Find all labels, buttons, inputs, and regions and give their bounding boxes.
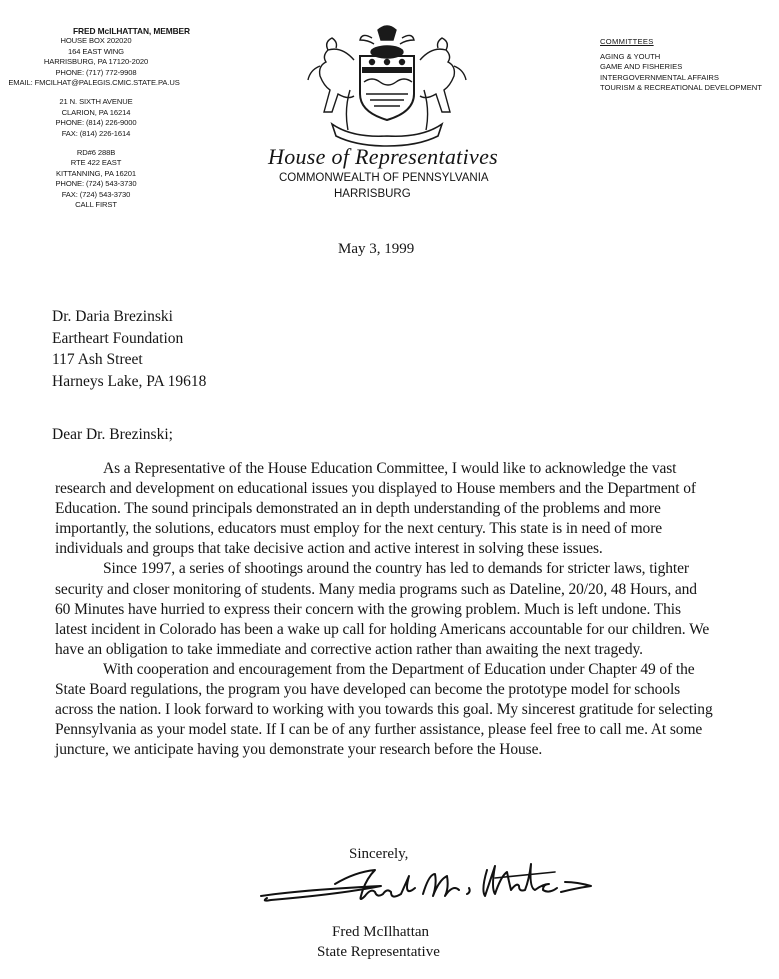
phone-line: PHONE: (717) 772-9908 bbox=[55, 67, 137, 77]
address-line: KITTANNING, PA 16201 bbox=[55, 168, 136, 178]
email-line: EMAIL: FMCILHAT@PALEGIS.CMIC.STATE.PA.US bbox=[8, 78, 180, 88]
committee-item: INTERGOVERNMENTAL AFFAIRS bbox=[600, 72, 719, 82]
city-line: HARRISBURG bbox=[334, 188, 411, 200]
kittanning-office-address bbox=[6, 148, 186, 210]
body-paragraph: As a Representative of the House Education Committee, I would like to acknowledge the vast research and development on educational issues you displayed to House members and the Department of Education. The sound principals demonstrated an in depth understanding of the problems and more importantly, the solutions, educators must employ for the next century. This state is in need of more individuals and groups that take decisive action and active interest in solving these issues. bbox=[55, 460, 696, 558]
recipient-street: 117 Ash Street bbox=[52, 351, 143, 368]
phone-line: PHONE: (724) 543-3730 bbox=[55, 179, 137, 189]
signer-title: State Representative bbox=[317, 944, 440, 960]
fax-line: FAX: (814) 226-1614 bbox=[61, 128, 131, 138]
sender-contact-block bbox=[6, 26, 190, 211]
committees-title: COMMITTEES bbox=[600, 37, 654, 46]
fax-line: FAX: (724) 543-3730 bbox=[61, 189, 131, 199]
salutation: Dear Dr. Brezinski; bbox=[52, 426, 173, 443]
signer-name: Fred McIlhattan bbox=[332, 924, 430, 940]
pennsylvania-coat-of-arms-icon bbox=[292, 20, 482, 150]
phone-line: PHONE: (814) 226-9000 bbox=[55, 118, 137, 128]
recipient-city: Harneys Lake, PA 19618 bbox=[52, 372, 207, 390]
letter-body bbox=[55, 459, 715, 760]
body-paragraph: Since 1997, a series of shootings around the country has led to demands for stricter laws, tighter security and closer monitoring of students. Many media programs such as Dateline, 20/20, 48 Hours, and 60 Minutes have hurried to express their concern with the growing problem. Much is left undone. This latest incident in Colorado has been a wake up call for holding Americans accountable for our children. We have an obligation to take immediate and corrective action rather than awaiting the next tragedy. bbox=[55, 560, 710, 658]
committee-item: TOURISM & RECREATIONAL DEVELOPMENT bbox=[600, 82, 762, 92]
address-line: HOUSE BOX 202020 bbox=[60, 36, 132, 46]
call-first-note: CALL FIRST bbox=[75, 200, 117, 210]
committee-item: AGING & YOUTH bbox=[600, 52, 661, 62]
address-line: 21 N. SIXTH AVENUE bbox=[59, 97, 133, 107]
house-of-representatives-title: House of Representatives bbox=[268, 144, 498, 169]
committees-block bbox=[600, 37, 762, 93]
address-line: CLARION, PA 16214 bbox=[61, 107, 131, 117]
address-line: RD#6 288B bbox=[76, 148, 116, 158]
body-paragraph: With cooperation and encouragement from the Department of Education under Chapter 49 of the State Board regulations, the program you have developed can become the prototype model for schools across the nation. I look forward to working with you towards this goal. My sincerest gratitude for selecting Pennsylvania as your model state. If I can be of any further assistance, please feel free to call me. At some juncture, we anticipate having you demonstrate your research before the House. bbox=[55, 660, 713, 759]
address-line: RTE 422 EAST bbox=[70, 158, 122, 168]
recipient-organization: Eartheart Foundation bbox=[52, 329, 184, 347]
commonwealth-line: COMMONWEALTH OF PENNSYLVANIA bbox=[279, 172, 489, 184]
letter-date: May 3, 1999 bbox=[338, 241, 415, 257]
clarion-office-address bbox=[6, 97, 186, 139]
committee-item: GAME AND FISHERIES bbox=[600, 62, 683, 72]
handwritten-signature bbox=[255, 854, 600, 914]
closing: Sincerely, bbox=[349, 846, 409, 862]
recipient-address bbox=[52, 306, 206, 392]
capitol-office-address bbox=[6, 36, 186, 78]
address-line: 164 EAST WING bbox=[68, 46, 124, 56]
address-line: HARRISBURG, PA 17120-2020 bbox=[43, 57, 149, 67]
member-name: FRED McILHATTAN, MEMBER bbox=[73, 26, 190, 36]
recipient-name: Dr. Daria Brezinski bbox=[52, 308, 173, 325]
